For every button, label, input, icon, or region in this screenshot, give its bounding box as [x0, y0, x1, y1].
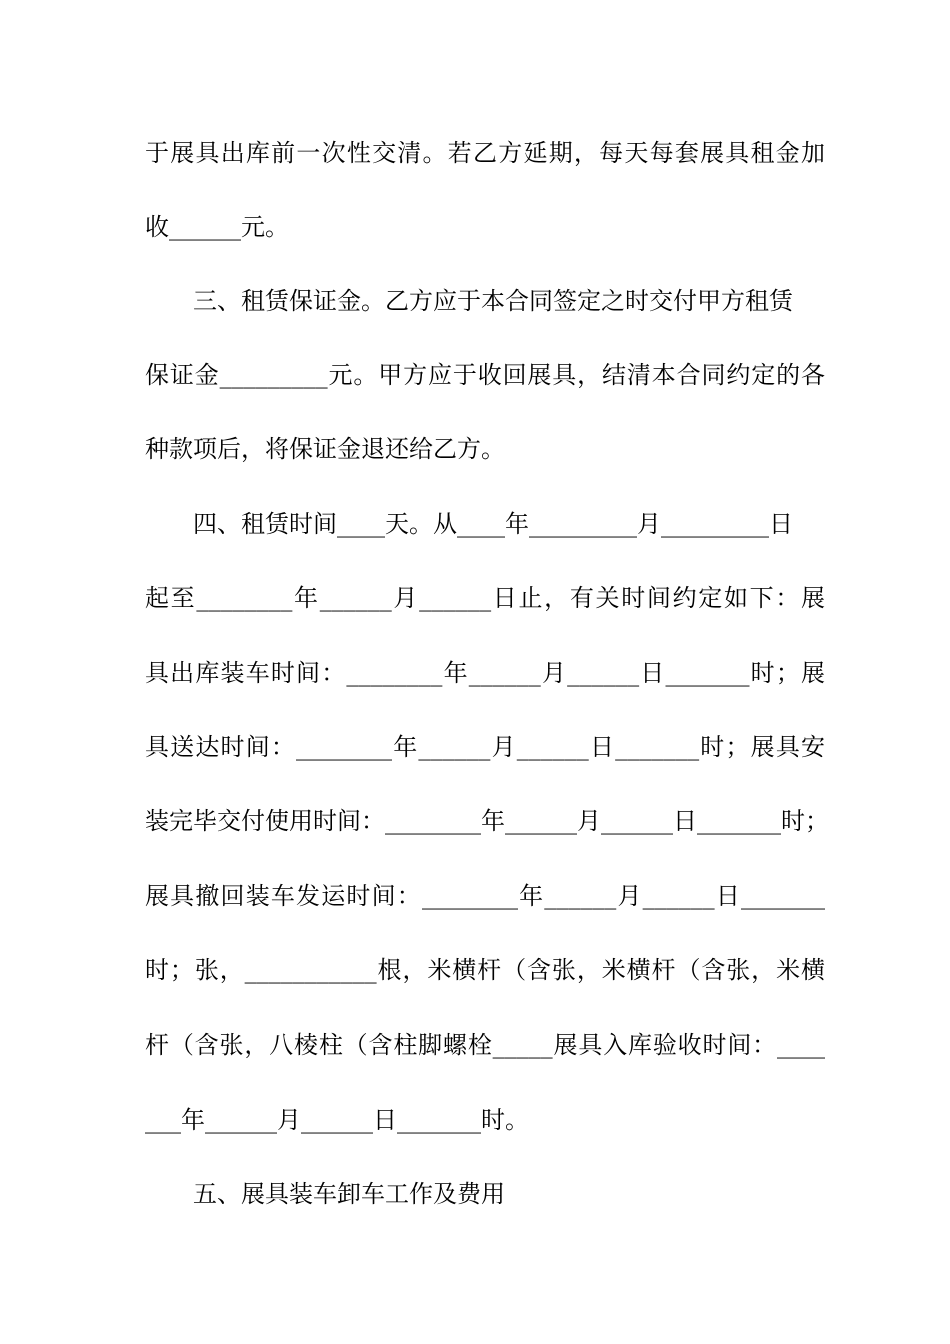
text-line: 起至________年______月______日止，有关时间约定如下：展 — [145, 584, 825, 612]
text-line: 杆（含张，八棱柱（含柱脚螺栓_____展具入库验收时间：____ — [145, 1031, 825, 1059]
text-line: 于展具出库前一次性交清。若乙方延期，每天每套展具租金加 — [145, 139, 825, 167]
section-5-heading-line: 五、展具装车卸车工作及费用 — [193, 1180, 505, 1208]
section-4-heading-line: 四、租赁时间____天。从____年_________月_________日 — [193, 510, 793, 538]
text-line: 装完毕交付使用时间：________年______月______日_______时； — [145, 807, 829, 835]
text-line: 收______元。 — [145, 213, 289, 241]
text-line: 展具撤回装车发运时间：________年______月______日_______ — [145, 882, 825, 910]
text-line: 具出库装车时间：________年______月______日_______时；展 — [145, 659, 825, 687]
text-line: ___年______月______日_______时。 — [145, 1106, 529, 1134]
text-line: 种款项后，将保证金退还给乙方。 — [145, 435, 505, 463]
text-line: 具送达时间：________年______月______日_______时；展具安 — [145, 733, 825, 761]
section-3-heading-line: 三、租赁保证金。乙方应于本合同签定之时交付甲方租赁 — [193, 287, 793, 315]
text-line: 保证金_________元。甲方应于收回展具，结清本合同约定的各 — [145, 361, 825, 389]
text-line: 时；张，___________根，米横杆（含张，米横杆（含张，米横 — [145, 956, 825, 984]
